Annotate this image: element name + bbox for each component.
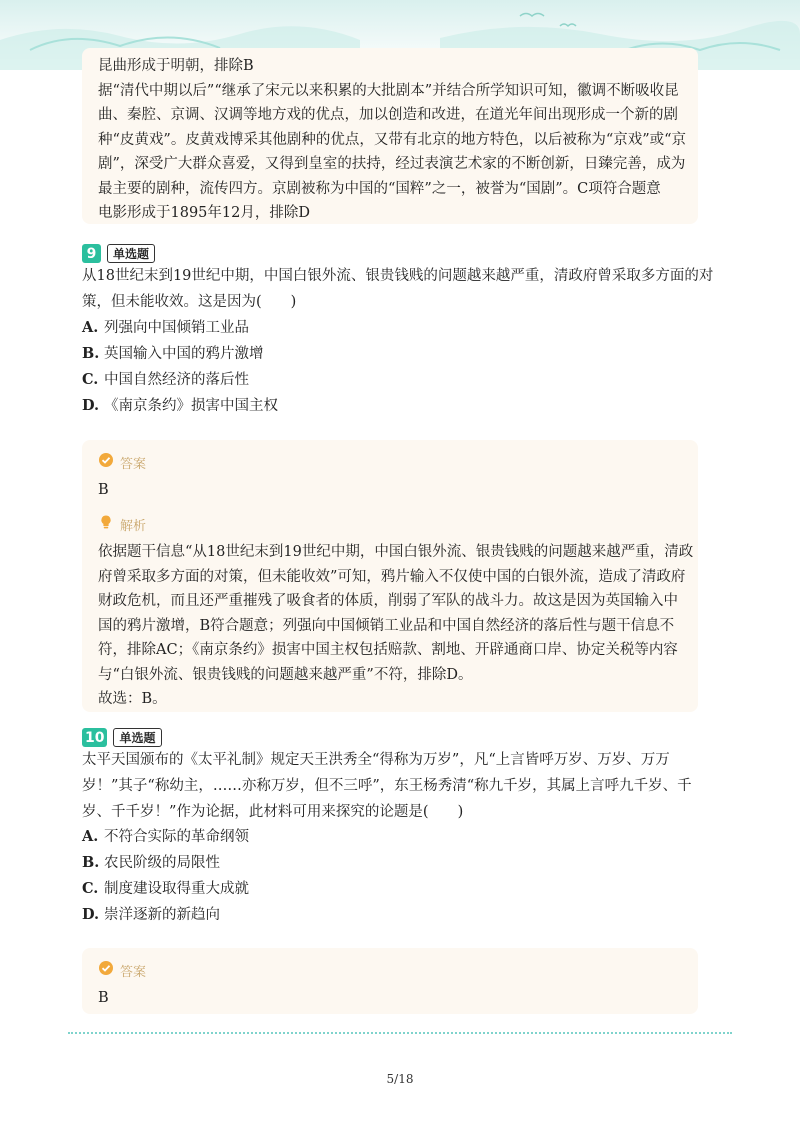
question-10-answer-panel (82, 948, 698, 1014)
analysis-text (98, 540, 694, 712)
analysis-label-row (98, 514, 682, 534)
answer-label-row (98, 960, 682, 980)
question-10-header (82, 728, 162, 747)
option-b[interactable]: B. 农民阶级的局限性 (82, 854, 220, 871)
answer-value: B (98, 990, 109, 1006)
check-badge-icon (98, 960, 114, 980)
previous-explanation-text (98, 54, 687, 226)
answer-label: 答案 (120, 964, 147, 980)
analysis-line: 国的鸦片激增，B符合题意；列强向中国倾销工业品和中国自然经济的落后性与题干信息不 (98, 617, 675, 634)
question-9-header (82, 244, 155, 263)
explanation-line: 曲、秦腔、京调、汉调等地方戏的优点，加以创造和改进，在道光年间出现形成一个新的剧 (98, 107, 678, 123)
question-9-answer-panel (82, 440, 698, 712)
question-9-stem (82, 263, 713, 315)
explanation-line: 电影形成于1895年12月，排除D (98, 205, 310, 221)
stem-line: 策，但未能收效。这是因为( ) (82, 294, 297, 310)
explanation-line: 昆曲形成于明朝，排除B (98, 58, 254, 74)
question-type-tag: 单选题 (107, 244, 155, 263)
stem-line: 岁！”其子“称幼主，……亦称万岁，但不三呼”，东王杨秀清“称九千岁，其属上言呼九千岁、千 (82, 778, 692, 794)
question-number-badge: 9 (82, 244, 101, 263)
analysis-line: 财政危机，而且还严重摧残了吸食者的体质，削弱了军队的战斗力。故这是因为英国输入中 (98, 593, 678, 609)
previous-explanation-panel (82, 48, 698, 224)
explanation-line: 剧”，深受广大群众喜爱，又得到皇室的扶持，经过表演艺术家的不断创新，日臻完善，成为 (98, 156, 686, 172)
question-number-badge: 10 (82, 728, 107, 747)
question-10-options (82, 824, 249, 928)
answer-label: 答案 (120, 456, 147, 472)
option-c[interactable]: C. 中国自然经济的落后性 (82, 371, 249, 388)
stem-line: 太平天国颁布的《太平礼制》规定天王洪秀全“得称为万岁”，凡“上言皆呼万岁、万岁、万万 (82, 752, 670, 768)
option-d[interactable]: D. 崇洋逐新的新趋向 (82, 906, 220, 923)
analysis-line: 符，排除AC；《南京条约》损害中国主权包括赔款、割地、开辟通商口岸、协定关税等内容 (98, 642, 678, 658)
option-d[interactable]: D. 《南京条约》损害中国主权 (82, 397, 278, 414)
question-9-options (82, 315, 278, 419)
analysis-line: 与“白银外流、银贵钱贱的问题越来越严重”不符，排除D。 (98, 666, 473, 683)
question-10-stem (82, 747, 692, 825)
answer-label-row (98, 452, 682, 472)
analysis-line: 故选：B。 (98, 691, 167, 707)
explanation-line: 最主要的剧种，流传四方。京剧被称为中国的“国粹”之一，被誉为“国剧”。C项符合题意 (98, 180, 661, 197)
explanation-line: 种“皮黄戏”。皮黄戏博采其他剧种的优点，又带有北京的地方特色，以后被称为“京戏”或“京 (98, 131, 687, 148)
explanation-line: 据“清代中期以后”“继承了宋元以来积累的大批剧本”并结合所学知识可知，徽调不断吸收昆 (98, 82, 679, 99)
analysis-line: 府曾采取多方面的对策，但未能收效”可知，鸦片输入不仅使中国的白银外流，造成了清政府 (98, 568, 686, 585)
footer-divider (68, 1032, 732, 1034)
check-badge-icon (98, 452, 114, 472)
answer-value: B (98, 482, 109, 498)
option-a[interactable]: A. 列强向中国倾销工业品 (82, 319, 249, 336)
question-type-tag: 单选题 (113, 728, 161, 747)
stem-line: 从18世纪末到19世纪中期，中国白银外流、银贵钱贱的问题越来越严重，清政府曾采取多方面的对 (82, 268, 714, 284)
page-number: 5/18 (386, 1072, 414, 1086)
option-a[interactable]: A. 不符合实际的革命纲领 (82, 828, 249, 845)
lightbulb-icon (98, 514, 114, 534)
option-c[interactable]: C. 制度建设取得重大成就 (82, 880, 249, 897)
stem-line: 岁、千千岁！”作为论据，此材料可用来探究的论题是( ) (82, 804, 464, 820)
analysis-label: 解析 (120, 518, 147, 534)
analysis-line: 依据题干信息“从18世纪末到19世纪中期，中国白银外流、银贵钱贱的问题越来越严重，清政 (98, 544, 694, 560)
option-b[interactable]: B. 英国输入中国的鸦片激增 (82, 345, 264, 362)
